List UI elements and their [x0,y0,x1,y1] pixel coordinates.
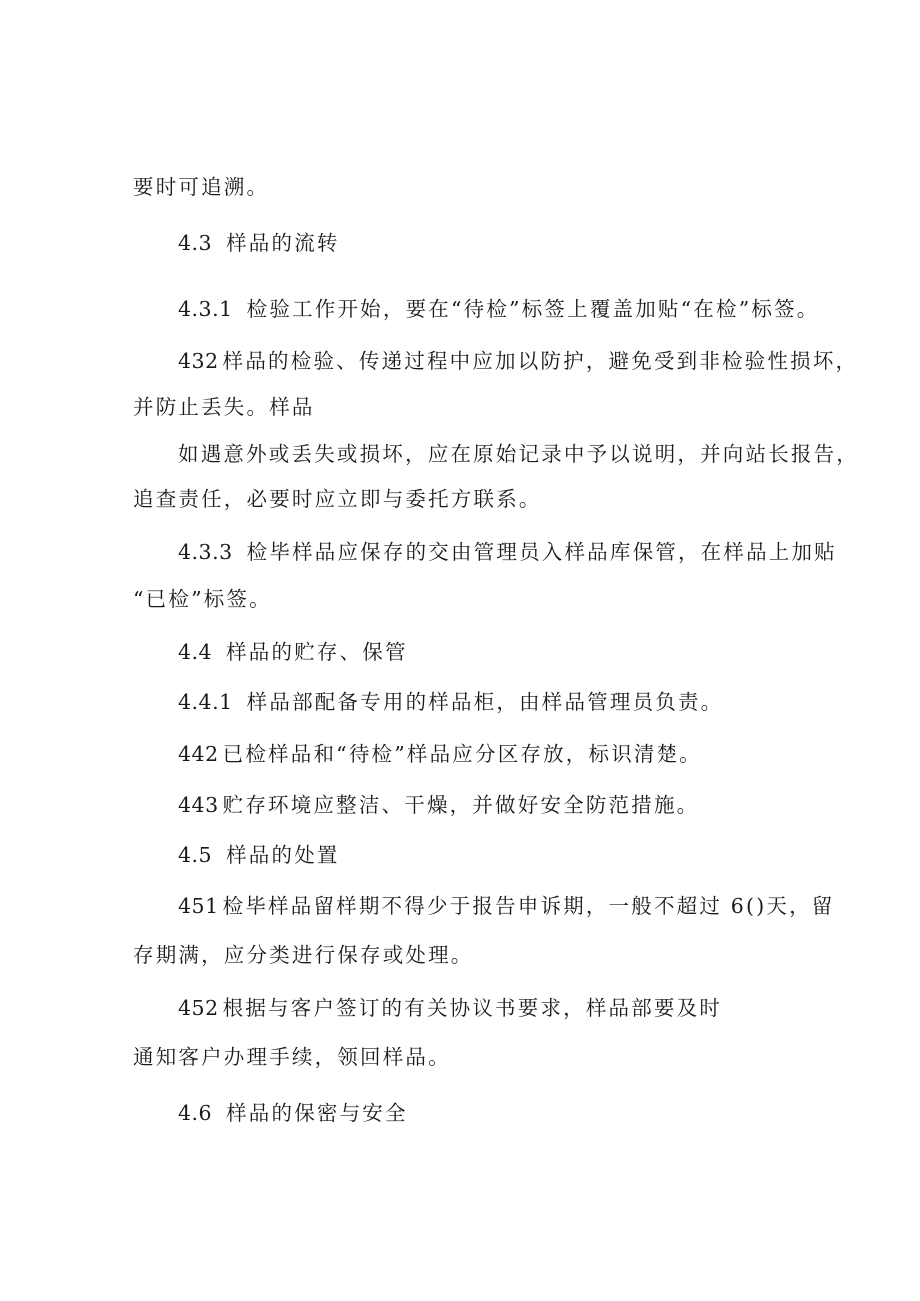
line-text: “已检”标签。 [133,587,272,611]
clause-text: 检验工作开始，要在“待检”标签上覆盖加贴“在检”标签。 [246,297,820,321]
clause-number: 4.4.1 [178,690,233,714]
clause-4-4-2 [178,744,702,765]
paragraph-line [133,489,542,510]
clause-text: 贮存环境应整洁、干燥，并做好安全防范措施。 [222,793,700,817]
clause-number: 442 [178,742,219,766]
clause-4-5-1 [178,896,835,917]
section-title: 样品的流转 [226,231,340,255]
clause-number: 4.3.3 [178,540,233,564]
section-number: 4.3 [178,231,213,255]
clause-text: 样品的检验、传递过程中应加以防护，避免受到非检验性损坏， [222,349,859,373]
paragraph-line [178,444,859,465]
clause-number: 443 [178,793,219,817]
clause-text: 检毕样品留样期不得少于报告申诉期，一般不超过 6()天，留 [222,894,835,918]
section-number: 4.6 [178,1101,213,1125]
line-text: 要时可追溯。 [133,175,270,199]
clause-4-3-1 [178,299,820,320]
clause-4-5-2 [178,998,722,1019]
paragraph-line [133,945,474,966]
line-text: 如遇意外或丢失或损坏，应在原始记录中予以说明，并向站长报告， [178,442,859,466]
clause-text: 已检样品和“待检”样品应分区存放，标识清楚。 [222,742,702,766]
section-title: 样品的处置 [226,843,340,867]
line-text: 通知客户办理手续，领回样品。 [133,1045,451,1069]
line-text: 存期满，应分类进行保存或处理。 [133,943,474,967]
clause-4-3-2 [178,351,858,372]
section-heading-4-4 [178,642,408,663]
clause-4-4-3 [178,795,699,816]
clause-number: 452 [178,996,219,1020]
clause-number: 451 [178,894,219,918]
section-title: 样品的保密与安全 [226,1101,408,1125]
clause-text: 根据与客户签订的有关协议书要求，样品部要及时 [222,996,723,1020]
clause-number: 432 [178,349,219,373]
clause-text: 样品部配备专用的样品柜，由样品管理员负责。 [246,690,724,714]
section-heading-4-5 [178,845,340,866]
section-heading-4-3 [178,233,340,254]
clause-4-4-1 [178,692,723,713]
line-text: 并防止丢失。样品 [133,395,315,419]
paragraph-line [133,1047,451,1068]
section-number: 4.5 [178,843,213,867]
section-heading-4-6 [178,1103,408,1124]
paragraph-line [133,589,272,610]
section-number: 4.4 [178,640,213,664]
paragraph-line [133,177,269,198]
clause-text: 检毕样品应保存的交由管理员入样品库保管，在样品上加贴 [246,540,837,564]
clause-number: 4.3.1 [178,297,233,321]
paragraph-line [133,397,315,418]
line-text: 追查责任，必要时应立即与委托方联系。 [133,487,542,511]
section-title: 样品的贮存、保管 [226,640,408,664]
clause-4-3-3 [178,542,837,563]
